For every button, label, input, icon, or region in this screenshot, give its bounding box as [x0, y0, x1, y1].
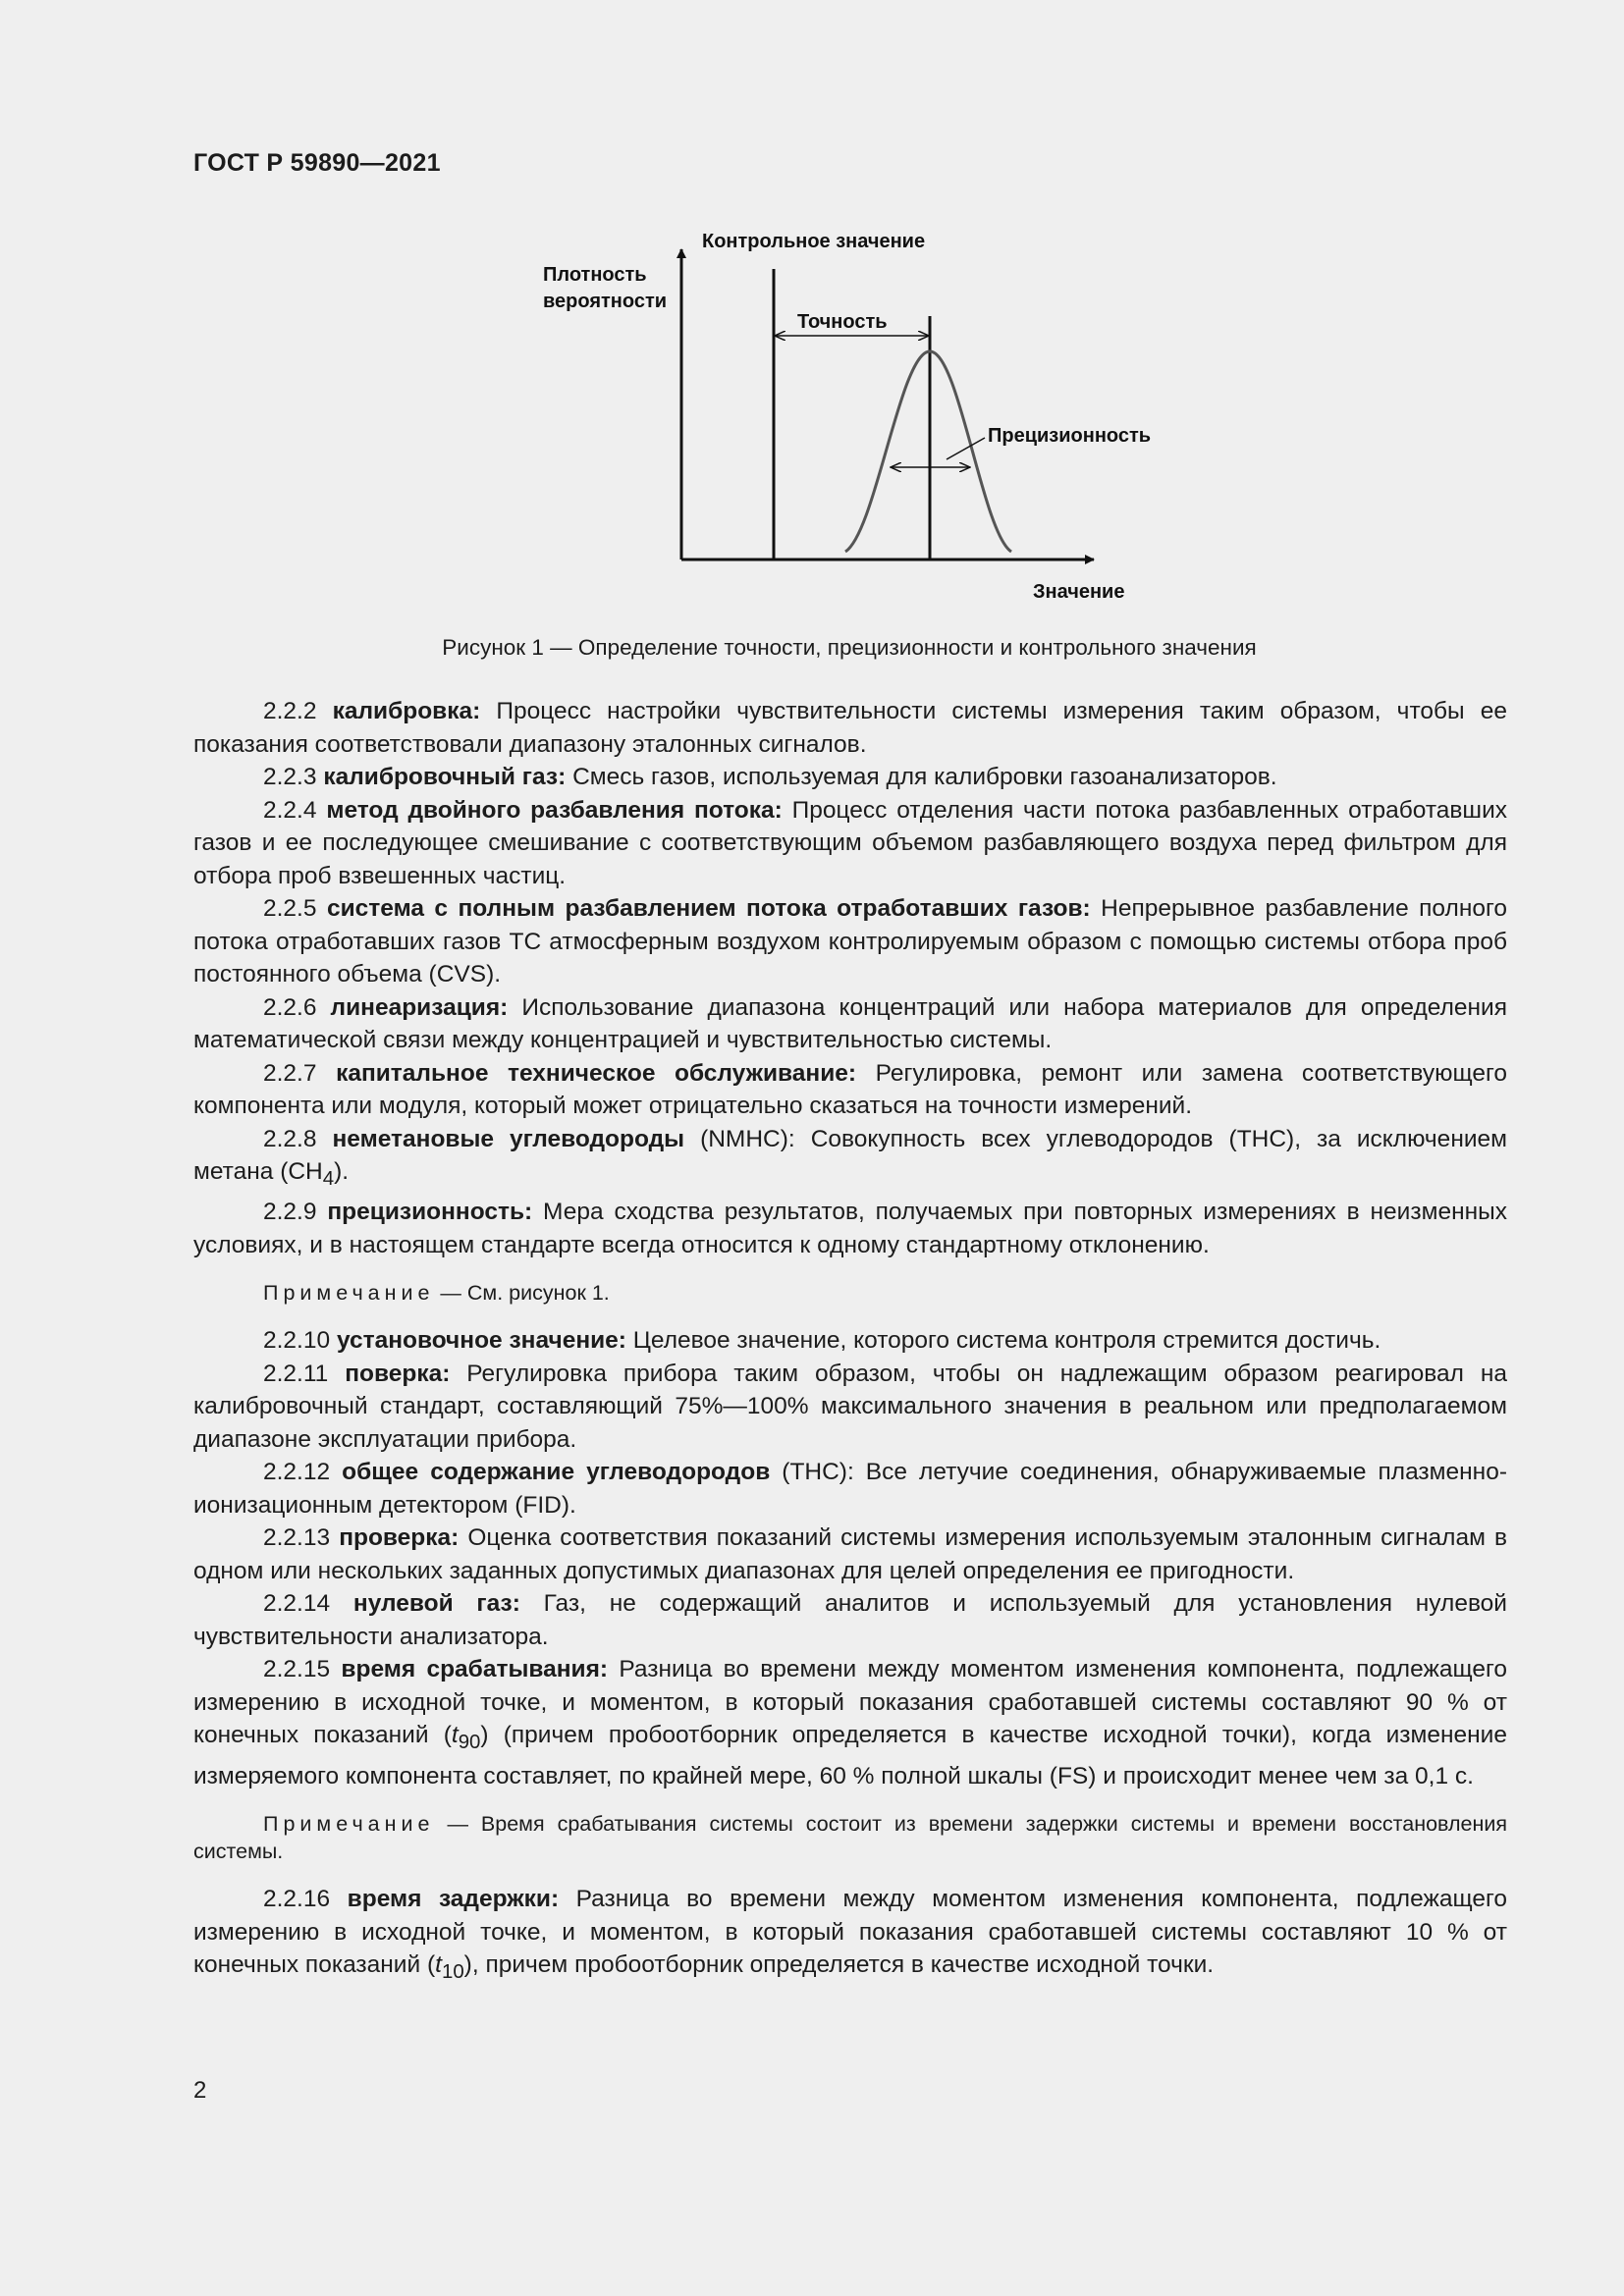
document-body	[193, 695, 1507, 1990]
definition-text: Процесс настройки чувствительности системы измерения таким образом, чтобы ее показания соответствовали диапазону эталонных сигналов.	[193, 698, 1507, 758]
precision-leader	[947, 438, 985, 459]
term: проверка:	[339, 1524, 460, 1552]
definition-text: Разница во времени между моментом изменения компонента, подлежащего измерению в исходной точке, и моментом, в который показания сработавшей системы составляют 90 % от конечных показаний (	[193, 1656, 1507, 1749]
definition-2-2-8	[193, 1123, 1507, 1197]
term: калибровка:	[332, 698, 481, 724]
definition-2-2-9	[193, 1196, 1507, 1261]
clause-number: 2.2.15	[263, 1656, 331, 1683]
definition-2-2-7	[193, 1057, 1507, 1123]
definition-2-2-16	[193, 1883, 1507, 1989]
clause-number: 2.2.16	[263, 1886, 331, 1913]
definition-2-2-15	[193, 1653, 1507, 1792]
term: калибровочный газ:	[323, 764, 567, 790]
definition-text: Непрерывное разбавление полного потока отработавших газов ТС атмосферным воздухом контролируемым образом с помощью системы отбора проб постоянного объема (CVS).	[193, 895, 1507, 988]
definition-text: Газ, не содержащий аналитов и используемый для установления нулевой чувствительности анализатора.	[193, 1590, 1507, 1650]
definition-2-2-11	[193, 1358, 1507, 1457]
clause-number: 2.2.7	[263, 1059, 317, 1087]
clause-number: 2.2.4	[263, 796, 317, 824]
definition-text-end: ) (причем пробоотборник определяется в качестве исходной точки), когда изменение измеряемого компонента составляет, по крайней мере, 60 % полной шкалы (FS) и происходит менее чем за 0,1 с.	[193, 1722, 1507, 1789]
precision-label: Прецизионность	[988, 425, 1152, 447]
note-1	[193, 1279, 1507, 1307]
term: время срабатывания:	[341, 1656, 609, 1683]
term: система с полным разбавлением потока отработавших газов:	[326, 895, 1091, 922]
clause-number: 2.2.3	[263, 764, 317, 790]
definition-2-2-14	[193, 1587, 1507, 1653]
term: линеаризация:	[330, 993, 509, 1021]
definition-text: Использование диапазона концентраций или набора материалов для определения математической связи между концентрацией и чувствительностью системы.	[193, 993, 1507, 1053]
clause-number: 2.2.14	[263, 1590, 331, 1618]
term: прецизионность:	[327, 1199, 533, 1226]
definition-text-end: ), причем пробоотборник определяется в качестве исходной точки.	[463, 1951, 1215, 1979]
figure-caption: Рисунок 1 — Определение точности, прецизионности и контрольного значения	[442, 635, 1257, 660]
subscript: 4	[322, 1167, 335, 1190]
definition-text: Разница во времени между моментом изменения компонента, подлежащего измерению в исходной точке, и моментом, в который показания сработавшей системы составляют 10 % от конечных показаний (	[193, 1886, 1507, 1979]
term: капитальное техническое обслуживание:	[336, 1059, 857, 1087]
clause-number: 2.2.6	[263, 993, 317, 1021]
definition-2-2-4	[193, 794, 1507, 893]
definition-2-2-6	[193, 991, 1507, 1057]
clause-number: 2.2.13	[263, 1524, 331, 1552]
definition-text: Процесс отделения части потока разбавленных отработавших газов и ее последующее смешивание с соответствующим объемом разбавляющего воздуха перед фильтром для отбора проб взвешенных частиц.	[193, 796, 1508, 889]
clause-number: 2.2.9	[263, 1199, 317, 1226]
definition-2-2-3	[193, 761, 1507, 794]
precision-accuracy-diagram	[530, 218, 1159, 611]
note-text: — См. рисунок 1.	[434, 1281, 610, 1306]
note-label: Примечание	[263, 1281, 435, 1306]
definition-text: Смесь газов, используемая для калибровки газоанализаторов.	[566, 764, 1277, 790]
clause-number: 2.2.12	[263, 1459, 331, 1486]
definition-text-end: ).	[334, 1158, 350, 1185]
x-axis-label: Значение	[1033, 581, 1125, 603]
clause-number: 2.2.5	[263, 895, 317, 922]
reference-value-label: Контрольное значение	[702, 231, 926, 252]
time-symbol: t	[435, 1951, 442, 1979]
page-number: 2	[193, 2077, 207, 2104]
note-2	[193, 1810, 1507, 1865]
definition-text: Регулировка, ремонт или замена соответствующего компонента или модуля, который может отрицательно сказаться на точности измерений.	[193, 1059, 1507, 1119]
term: неметановые углеводороды	[332, 1125, 685, 1152]
definition-text: (THC): Все летучие соединения, обнаруживаемые плазменно-ионизационным детектором (FID).	[193, 1459, 1507, 1519]
clause-number: 2.2.8	[263, 1125, 317, 1152]
accuracy-label: Точность	[797, 311, 888, 333]
definition-text: Оценка соответствия показаний системы измерения используемым эталонным сигналам в одном или нескольких заданных допустимых диапазонах для целей определения ее пригодности.	[193, 1524, 1507, 1584]
y-axis-label-line1: Плотность	[543, 264, 647, 286]
subscript: 10	[441, 1961, 464, 1984]
document-header: ГОСТ Р 59890—2021	[193, 149, 441, 177]
clause-number: 2.2.10	[263, 1327, 331, 1355]
term: нулевой газ:	[352, 1590, 520, 1618]
clause-number: 2.2.11	[263, 1360, 329, 1387]
time-symbol: t	[451, 1722, 459, 1749]
definition-2-2-13	[193, 1522, 1507, 1587]
definition-2-2-5	[193, 892, 1507, 991]
definition-2-2-12	[193, 1456, 1507, 1522]
definition-text: Целевое значение, которого система контроля стремится достичь.	[625, 1327, 1381, 1355]
note-label: Примечание	[263, 1812, 435, 1837]
figure-1	[530, 218, 1159, 611]
term: поверка:	[345, 1360, 451, 1387]
definition-text: Мера сходства результатов, получаемых при повторных измерениях в неизменных условиях, и в настоящем стандарте всегда относится к одному стандартному отклонению.	[193, 1199, 1507, 1258]
term: время задержки:	[347, 1886, 560, 1913]
definition-2-2-10	[193, 1324, 1507, 1358]
clause-number: 2.2.2	[263, 698, 317, 724]
definition-text: Регулировка прибора таким образом, чтобы он надлежащим образом реагировал на калибровочный стандарт, составляющий 75%—100% максимального значения в реальном или предполагаемом диапазоне эксплуатации прибора.	[193, 1360, 1507, 1453]
term: общее содержание углеводородов	[342, 1459, 771, 1486]
definition-text: (NMHC): Совокупность всех углеводородов (THC), за исключением метана (CH	[193, 1125, 1507, 1185]
note-text: — Время срабатывания системы состоит из времени задержки системы и времени восстановления системы.	[193, 1812, 1507, 1864]
subscript: 90	[458, 1732, 481, 1754]
term: установочное значение:	[336, 1327, 626, 1355]
term: метод двойного разбавления потока:	[326, 796, 783, 824]
y-axis-label-line2: вероятности	[543, 291, 668, 312]
definition-2-2-2	[193, 695, 1507, 761]
